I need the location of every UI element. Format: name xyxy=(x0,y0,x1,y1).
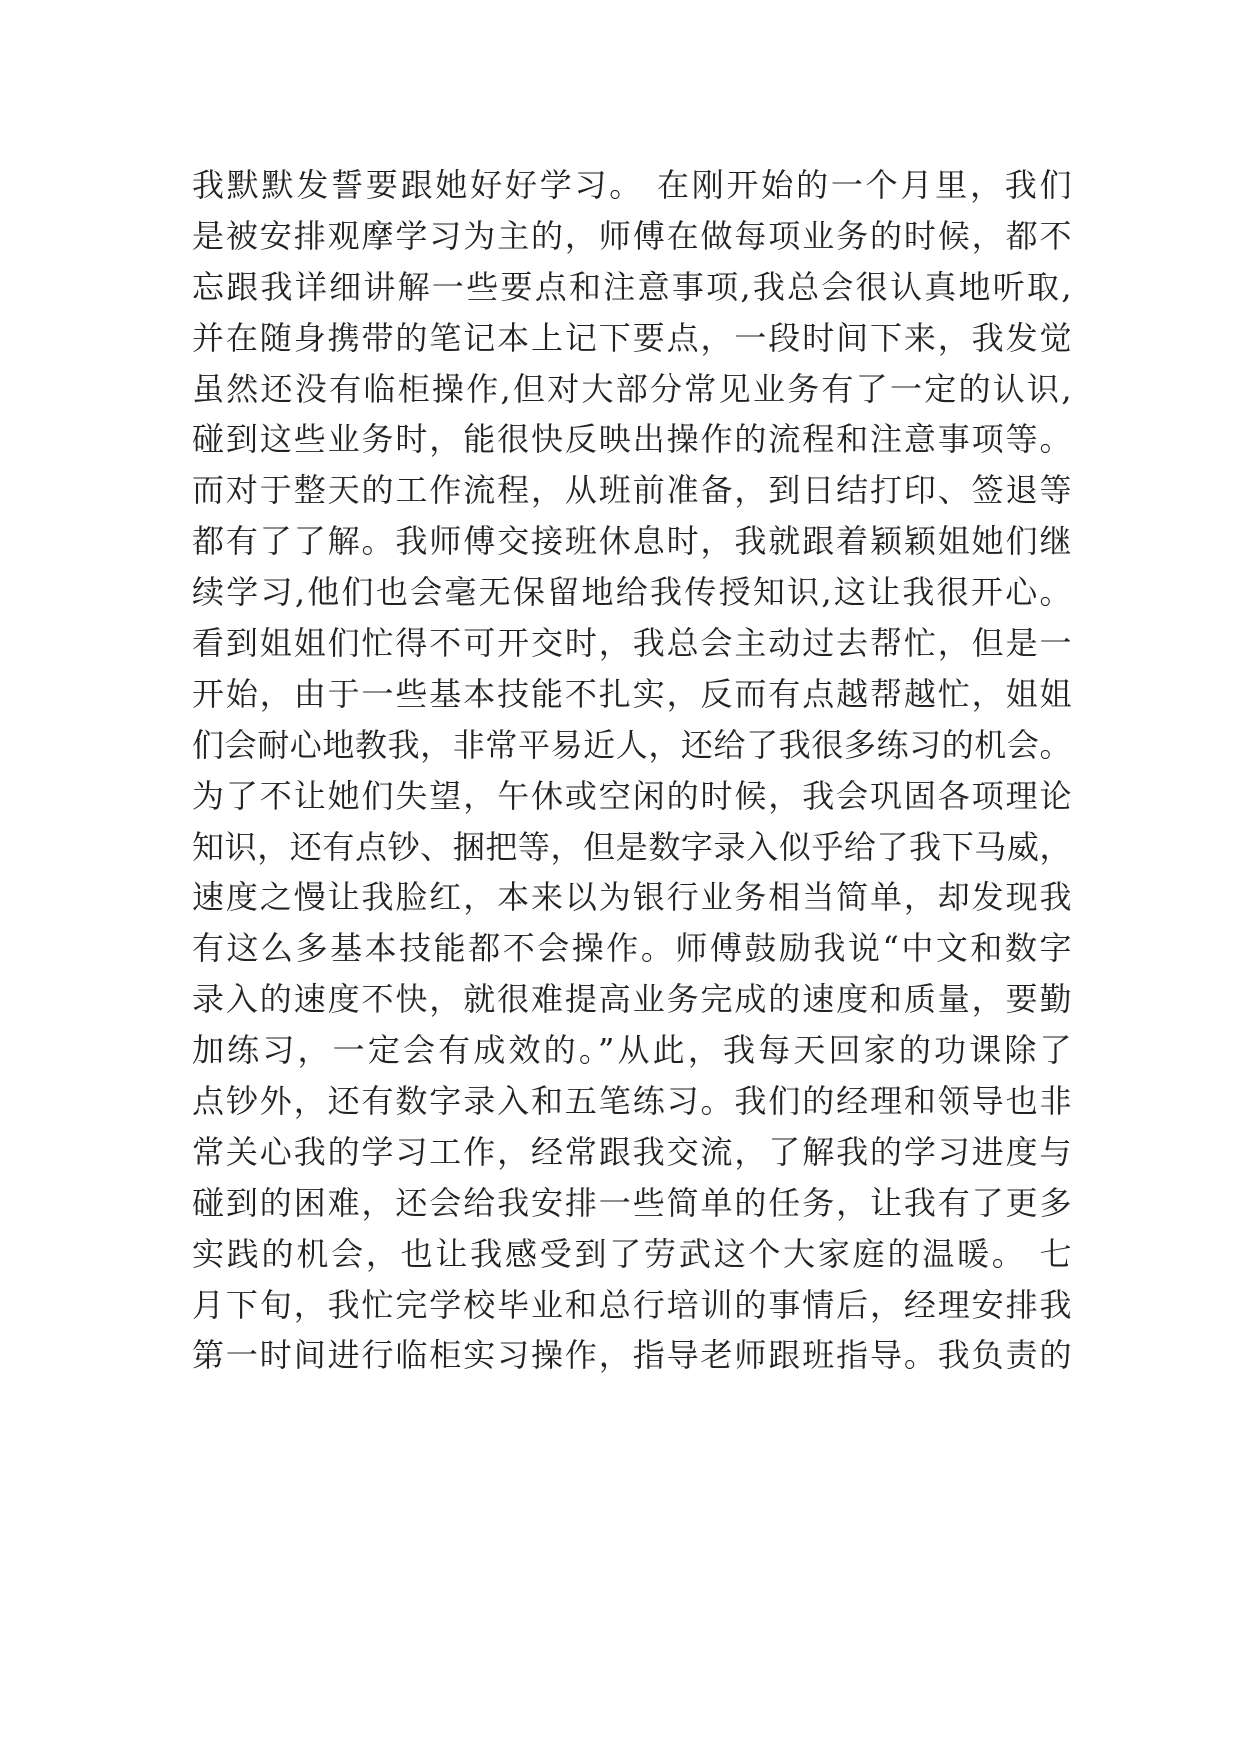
text-line: 碰到这些业务时，能很快反映出操作的流程和注意事项等。 xyxy=(192,420,1072,459)
text-line: 并在随身携带的笔记本上记下要点，一段时间下来，我发觉 xyxy=(192,318,1072,357)
text-line: 为了不让她们失望，午休或空闲的时候，我会巩固各项理论 xyxy=(192,776,1072,815)
text-line: 而对于整天的工作流程，从班前准备，到日结打印、签退等 xyxy=(192,471,1072,510)
text-line: 续学习,他们也会毫无保留地给我传授知识,这让我很开心。 xyxy=(192,573,1072,612)
text-line: 看到姐姐们忙得不可开交时，我总会主动过去帮忙，但是一 xyxy=(192,624,1072,663)
text-line: 常关心我的学习工作，经常跟我交流，了解我的学习进度与 xyxy=(192,1132,1072,1171)
text-line: 是被安排观摩学习为主的，师傅在做每项业务的时候，都不 xyxy=(192,216,1072,255)
text-line: 第一时间进行临柜实习操作，指导老师跟班指导。我负责的 xyxy=(192,1336,1072,1375)
text-line: 都有了了解。我师傅交接班休息时，我就跟着颖颖姐她们继 xyxy=(192,522,1072,561)
text-line: 知识，还有点钞、捆把等，但是数字录入似乎给了我下马威， xyxy=(192,827,1072,866)
text-line: 开始，由于一些基本技能不扎实，反而有点越帮越忙，姐姐 xyxy=(192,674,1072,713)
text-line: 虽然还没有临柜操作,但对大部分常见业务有了一定的认识, xyxy=(192,369,1072,408)
text-line: 忘跟我详细讲解一些要点和注意事项,我总会很认真地听取, xyxy=(192,267,1072,306)
body-text xyxy=(192,160,1072,1381)
text-line: 点钞外，还有数字录入和五笔练习。我们的经理和领导也非 xyxy=(192,1082,1072,1121)
text-line: 我默默发誓要跟她好好学习。 在刚开始的一个月里，我们 xyxy=(192,166,1072,204)
text-line: 录入的速度不快，就很难提高业务完成的速度和质量，要勤 xyxy=(192,980,1072,1019)
text-line: 碰到的困难，还会给我安排一些简单的任务，让我有了更多 xyxy=(192,1183,1072,1222)
text-line: 月下旬，我忙完学校毕业和总行培训的事情后，经理安排我 xyxy=(192,1285,1072,1324)
text-line: 实践的机会，也让我感受到了劳武这个大家庭的温暖。 七 xyxy=(192,1234,1072,1273)
text-line: 有这么多基本技能都不会操作。师傅鼓励我说“中文和数字 xyxy=(192,929,1072,968)
text-line: 们会耐心地教我，非常平易近人，还给了我很多练习的机会。 xyxy=(192,725,1072,764)
text-line: 加练习，一定会有成效的。”从此，我每天回家的功课除了 xyxy=(192,1031,1072,1070)
text-line: 速度之慢让我脸红，本来以为银行业务相当简单，却发现我 xyxy=(192,878,1072,917)
